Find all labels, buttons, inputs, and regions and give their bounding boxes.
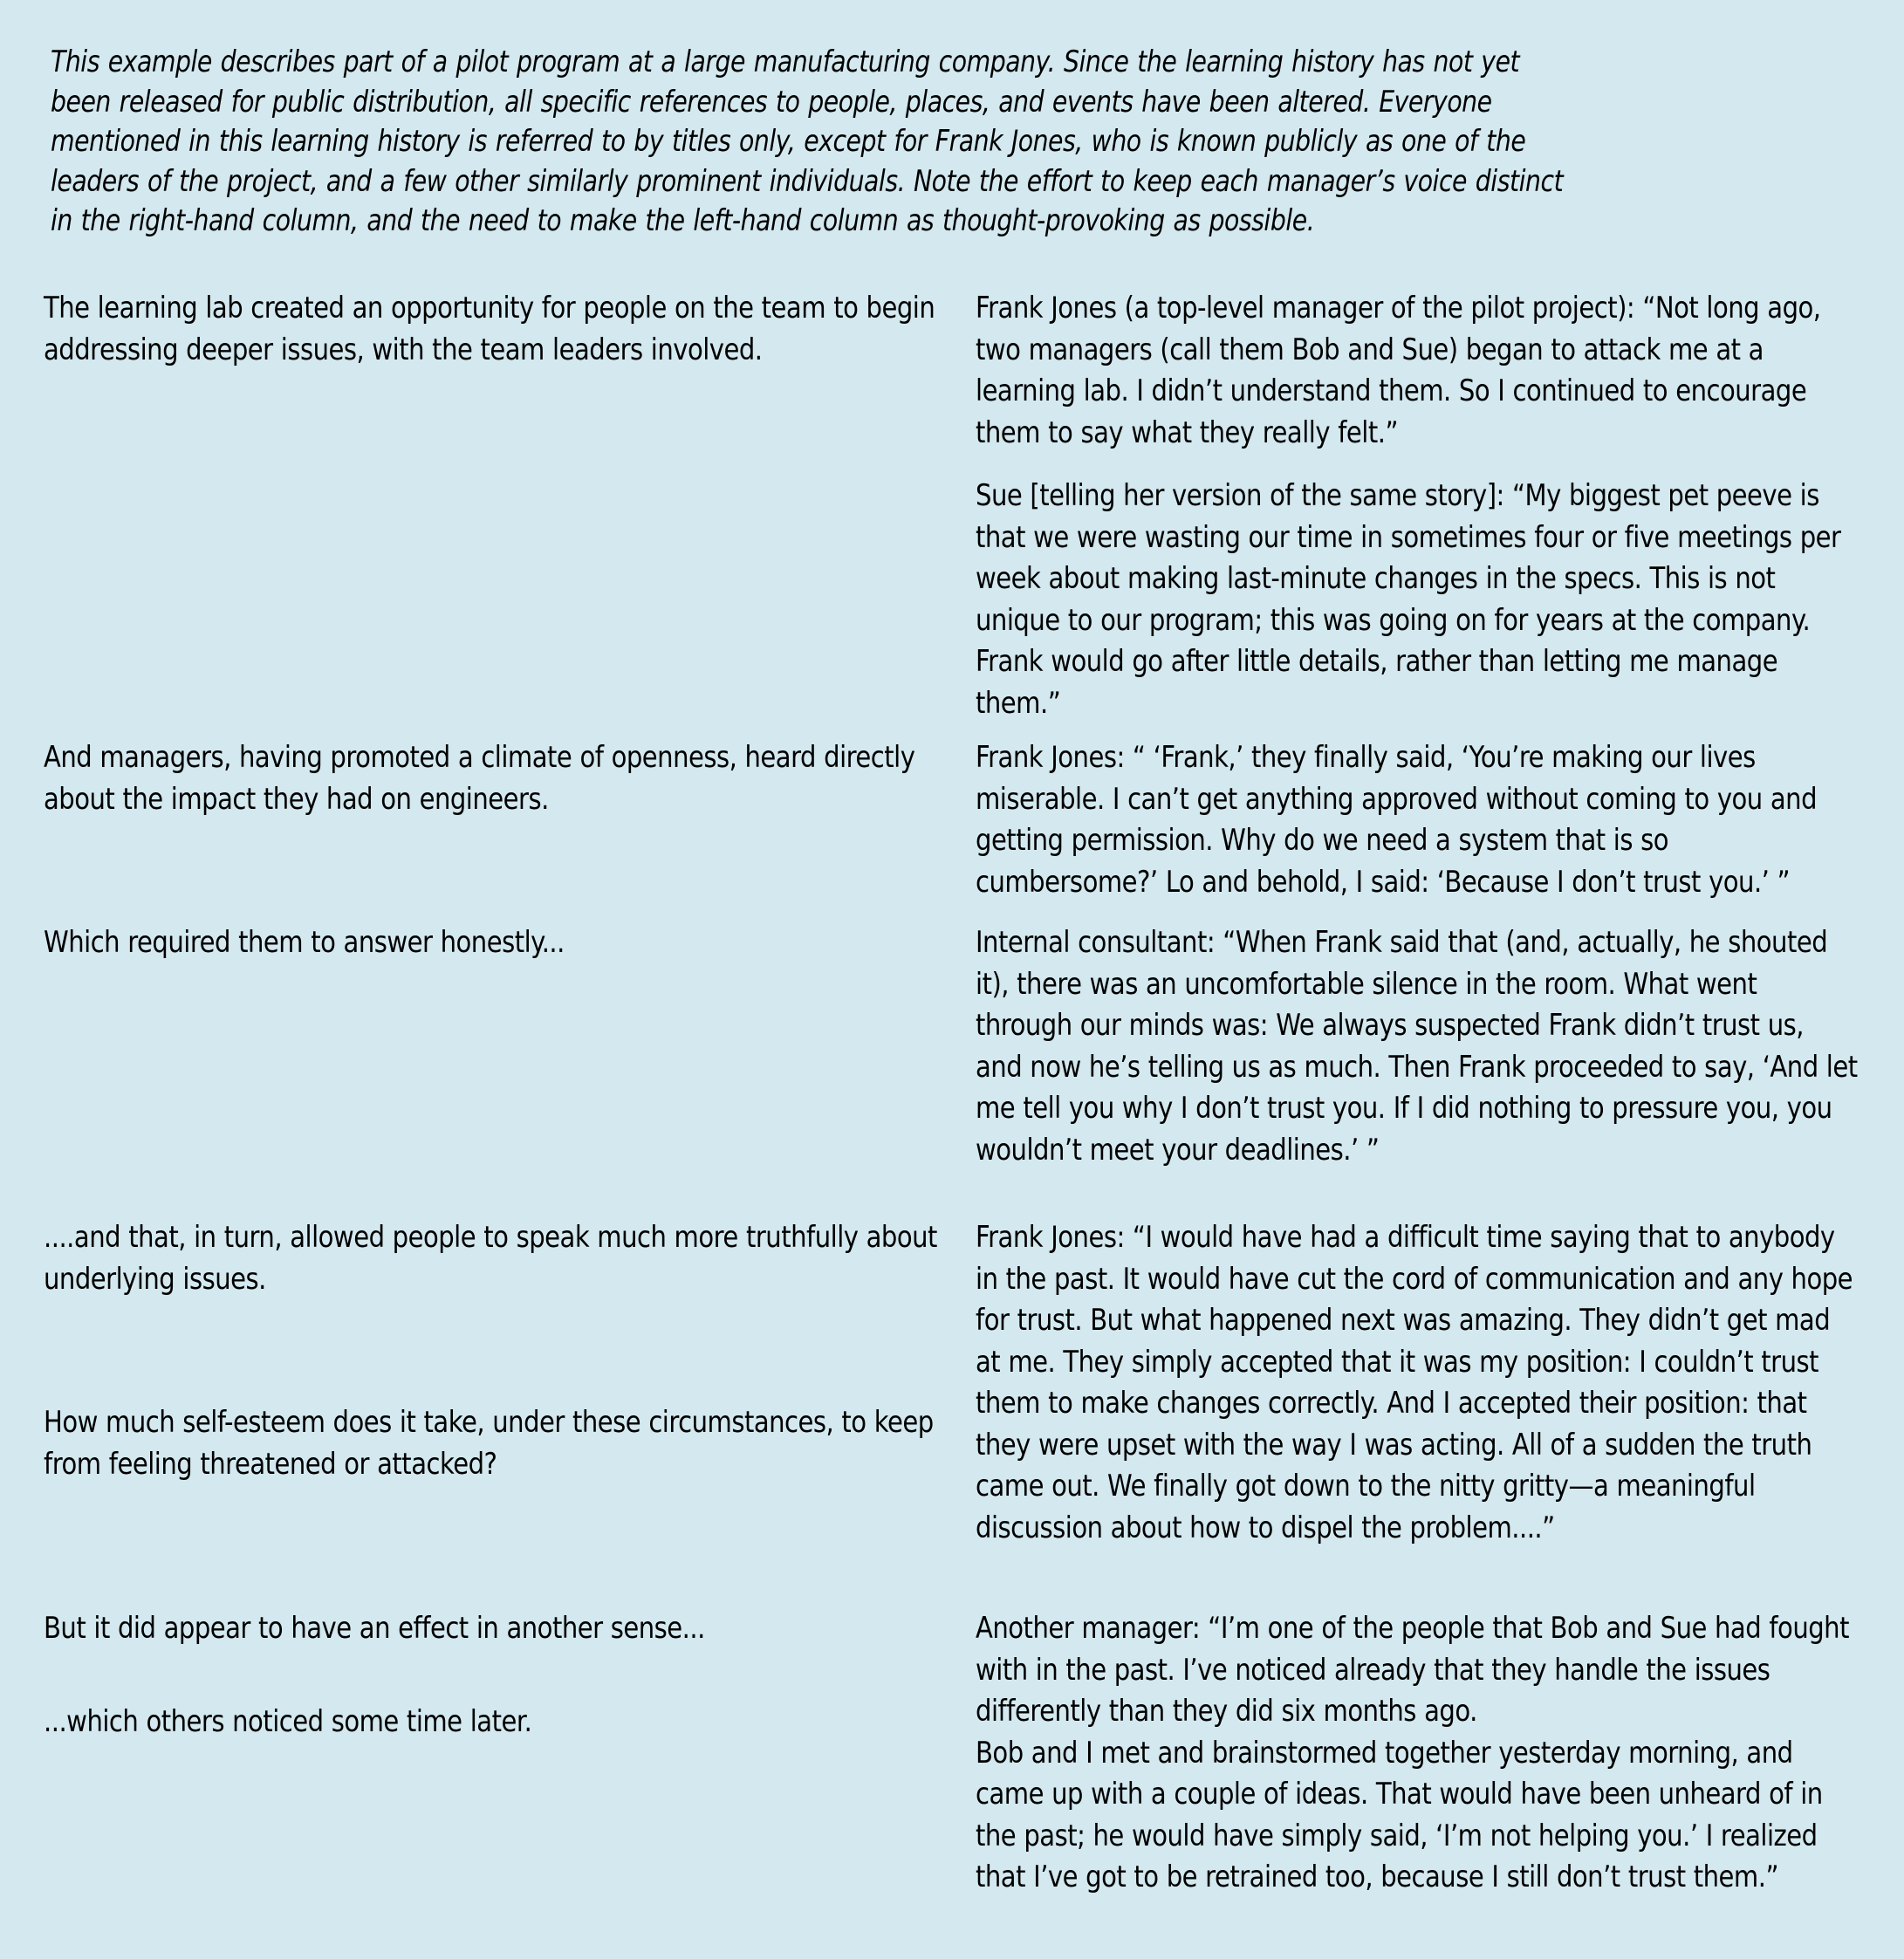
left-entry-5: But it did appear to have an effect in another sense... — [44, 1611, 705, 1646]
left-entry-6: ...which others noticed some time later. — [44, 1704, 532, 1739]
left-entry-1: And managers, having promoted a climate of openness, heard directly about the impact they had on engineers. — [44, 740, 915, 817]
intro-note: This example describes part of a pilot program at a large manufacturing company. Since the learning history has not yet been released for public distribution, all specific references to people, places, and events have been altered. Everyone mentioned in this learning history is referred to by titles only, except for Frank Jones, who is known publicly as one of the leaders of the project, and a few other similarly prominent individuals. Note the effort to keep each manager’s voice distinct in the right-hand column, and the need to make the left-hand column as thought-provoking as possible. — [51, 45, 1564, 237]
right-entry-frank-jones-1: Frank Jones (a top-level manager of the pilot project): “Not long ago, two managers (call them Bob and Sue) began to attack me at a learning lab. I didn’t understand them. So I continued to encourage them to say what they really felt.” — [976, 291, 1821, 450]
right-entry-another-manager-part2: Bob and I met and brainstormed together yesterday morning, and came up with a couple of ideas. That would have been unheard of in the past; he would have simply said, ‘I’m not helping you.’ I realized that I’ve got to be retrained too, because I still don’t trust them.” — [976, 1735, 1823, 1894]
left-entry-3: ....and that, in turn, allowed people to speak much more truthfully about underlying issues. — [44, 1220, 937, 1297]
right-entry-frank-jones-2: Frank Jones: “ ‘Frank,’ they finally said, ‘You’re making our lives miserable. I can’t get anything approved without coming to you and getting permission. Why do we need a system that is so cumbersome?’ Lo and behold, I said: ‘Because I don’t trust you.’ ” — [976, 740, 1818, 900]
right-entry-internal-consultant: Internal consultant: “When Frank said that (and, actually, he shouted it), there was an uncomfortable silence in the room. What went through our minds was: We always suspected Frank didn’t trust us, and now he’s telling us as much. Then Frank proceeded to say, ‘And let me tell you why I don’t trust you. If I did nothing to pressure you, you wouldn’t meet your deadlines.’ ” — [976, 925, 1858, 1168]
right-entry-frank-jones-3: Frank Jones: “I would have had a difficult time saying that to anybody in the past. It would have cut the cord of communication and any hope for trust. But what happened next was amazing. They didn’t get mad at me. They simply accepted that it was my position: I couldn’t trust them to make changes correctly. And I accepted their position: that they were upset with the way I was acting. All of a sudden the truth came out. We finally got down to the nitty gritty—a meaningful discussion about how to dispel the problem....” — [976, 1220, 1853, 1545]
right-entry-sue: Sue [telling her version of the same story]: “My biggest pet peeve is that we were wasting our time in sometimes four or five meetings per week about making last-minute changes in the specs. This is not unique to our program; this was going on for years at the company. Frank would go after little details, rather than letting me manage them.” — [976, 478, 1841, 721]
right-entry-another-manager-part1: Another manager: “I’m one of the people that Bob and Sue had fought with in the past. I’ve noticed already that they handle the issues differently than they did six months ago. — [976, 1611, 1849, 1729]
left-entry-4: How much self-esteem does it take, under these circumstances, to keep from feeling threatened or attacked? — [44, 1405, 934, 1482]
left-entry-0: The learning lab created an opportunity for people on the team to begin addressing deeper issues, with the team leaders involved. — [44, 291, 935, 367]
right-entry-another-manager — [976, 1608, 1858, 1899]
left-entry-2: Which required them to answer honestly... — [44, 925, 565, 960]
